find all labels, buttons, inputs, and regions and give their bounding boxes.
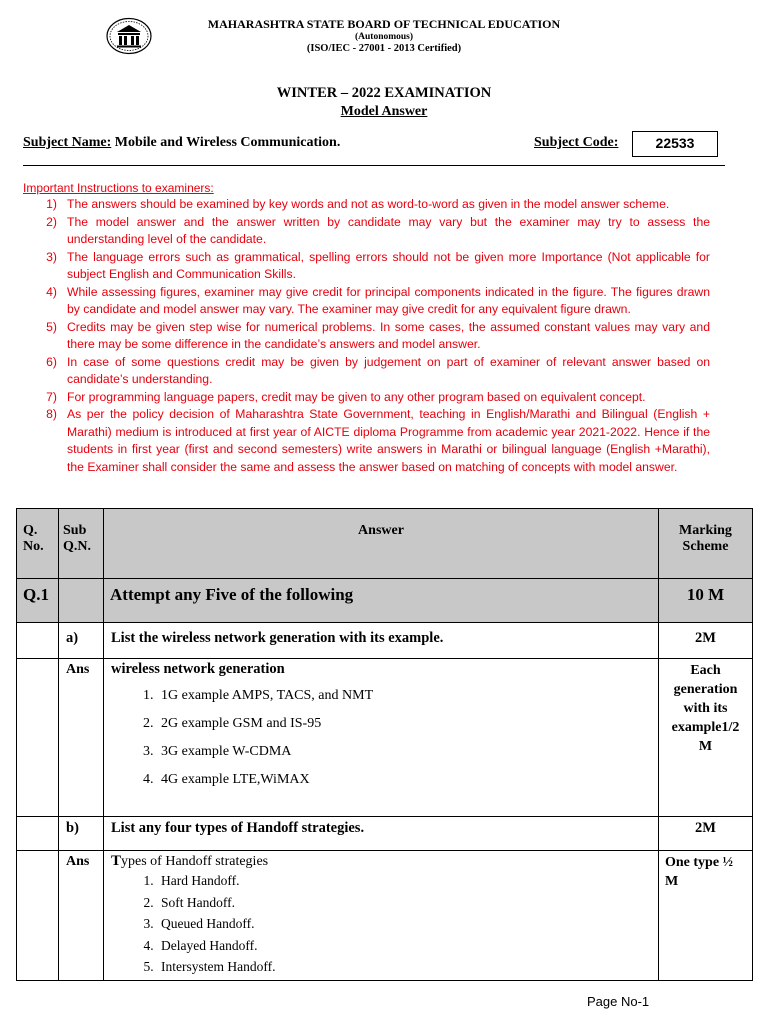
exam-title: WINTER – 2022 EXAMINATION [276,85,492,101]
instructions-heading: Important Instructions to examiners: [23,181,214,195]
list-item: 2. Soft Handoff. [157,892,658,914]
autonomous-label: (Autonomous) [354,32,414,42]
header-marking-scheme: Marking Scheme [659,509,753,579]
board-name: MAHARASHTRA STATE BOARD OF TECHNICAL EDUCATION [207,17,561,31]
instruction-number: 8) [46,407,57,421]
instruction-text: As per the policy decision of Maharashtra State Government, teaching in English/Marathi and Bilingual (English + Marathi) medium is introduced at first year of AICTE diploma Programme from academic year 2021-2022. Hence if the students in first year (first and second semesters) write answers in Marathi or bilingual language (English +Marathi), the Examiner shall consider the same and assess the answer based on matching of concepts with model answer. [67,407,710,474]
handoff-list [104,870,658,978]
instruction-item [23,319,710,354]
instruction-number: 6) [46,354,57,369]
instruction-number: 3) [46,249,57,264]
instruction-number: 2) [46,214,57,229]
list-item: 3. 3G example W-CDMA [157,744,658,760]
ans-a-label: Ans [59,659,104,817]
ans-a-marks: Each generation with its example1/2 M [659,659,753,817]
qb-empty [17,817,59,851]
qb-marks: 2M [659,817,753,851]
instruction-text: For programming language papers, credit may be given to any other program based on equivalent concept. [67,389,646,404]
list-item: 4. Delayed Handoff. [157,935,658,957]
question-b-row [17,817,753,851]
instruction-number: 4) [46,284,57,299]
list-item: 2. 2G example GSM and IS-95 [157,716,658,732]
qb-text: List any four types of Handoff strategies. [104,817,659,851]
instruction-number: 7) [46,389,57,404]
qa-marks: 2M [659,623,753,659]
answer-b-row [17,851,753,981]
header-qno: Q. No. [17,509,59,579]
qa-sub: a) [59,623,104,659]
instruction-item [23,249,710,284]
q1-text: Attempt any Five of the following [104,579,659,623]
instruction-number: 1) [46,197,57,211]
subject-name-value: Mobile and Wireless Communication. [111,135,341,150]
instruction-text: Credits may be given step wise for numerical problems. In some cases, the assumed constant values may vary and there may be some difference in the candidate’s answers and model answer. [67,319,710,351]
ans-b-label: Ans [59,851,104,981]
instruction-item [23,406,710,476]
instruction-item [23,389,710,407]
ans-a-empty [17,659,59,817]
table-header-row [17,509,753,579]
ans-b-marks: One type ½ M [659,851,753,981]
list-item: 3. Queued Handoff. [157,913,658,935]
q1-number: Q.1 [17,579,59,623]
ans-a-content [104,659,659,817]
instruction-item [23,214,710,249]
ans-b-empty [17,851,59,981]
subject-name [23,135,340,151]
instruction-item [23,354,710,389]
ans-a-title: wireless network generation [111,661,285,677]
list-item: 5. Intersystem Handoff. [157,956,658,978]
answer-a-row [17,659,753,817]
question-a-row [17,623,753,659]
question-1-row [17,579,753,623]
model-answer-title: Model Answer [340,104,428,119]
subject-code-label: Subject Code: [534,135,619,150]
subject-code-value: 22533 [632,131,718,157]
q1-marks: 10 M [659,579,753,623]
instruction-item [23,284,710,319]
instruction-number: 5) [46,319,57,334]
instruction-text: In case of some questions credit may be given by judgement on part of examiner of relevant answer based on candidate’s understanding. [67,354,710,386]
ans-b-content [104,851,659,981]
iso-certification: (ISO/IEC - 27001 - 2013 Certified) [306,43,462,54]
qb-sub: b) [59,817,104,851]
generation-list [104,688,658,788]
header-subqn: Sub Q.N. [59,509,104,579]
instruction-text: The model answer and the answer written by candidate may vary but the examiner may try to assess the understanding level of the candidate. [67,214,710,246]
list-item: 4. 4G example LTE,WiMAX [157,772,658,788]
q1-sub-empty [59,579,104,623]
instruction-text: The language errors such as grammatical, spelling errors should not be given more Importance (Not applicable for subject English and Communication Skills. [67,249,710,281]
ans-b-title: Types of Handoff strategies [111,853,269,869]
instruction-text: The answers should be examined by key words and not as word-to-word as given in the model answer scheme. [67,197,670,211]
instruction-item [23,196,710,214]
qa-empty [17,623,59,659]
header-answer: Answer [104,509,659,579]
answer-table [16,508,753,981]
list-item: 1. 1G example AMPS, TACS, and NMT [157,688,658,704]
list-item: 1. Hard Handoff. [157,870,658,892]
subject-name-label: Subject Name: [23,135,112,150]
qa-text: List the wireless network generation with its example. [104,623,659,659]
instruction-text: While assessing figures, examiner may give credit for principal components indicated in the figure. The figures drawn by candidate and model answer may vary. The examiner may give credit for any equivalent figure drawn. [67,284,710,316]
page-number: Page No-1 [587,994,650,1009]
header-divider [23,165,725,166]
instructions-list [23,196,710,476]
